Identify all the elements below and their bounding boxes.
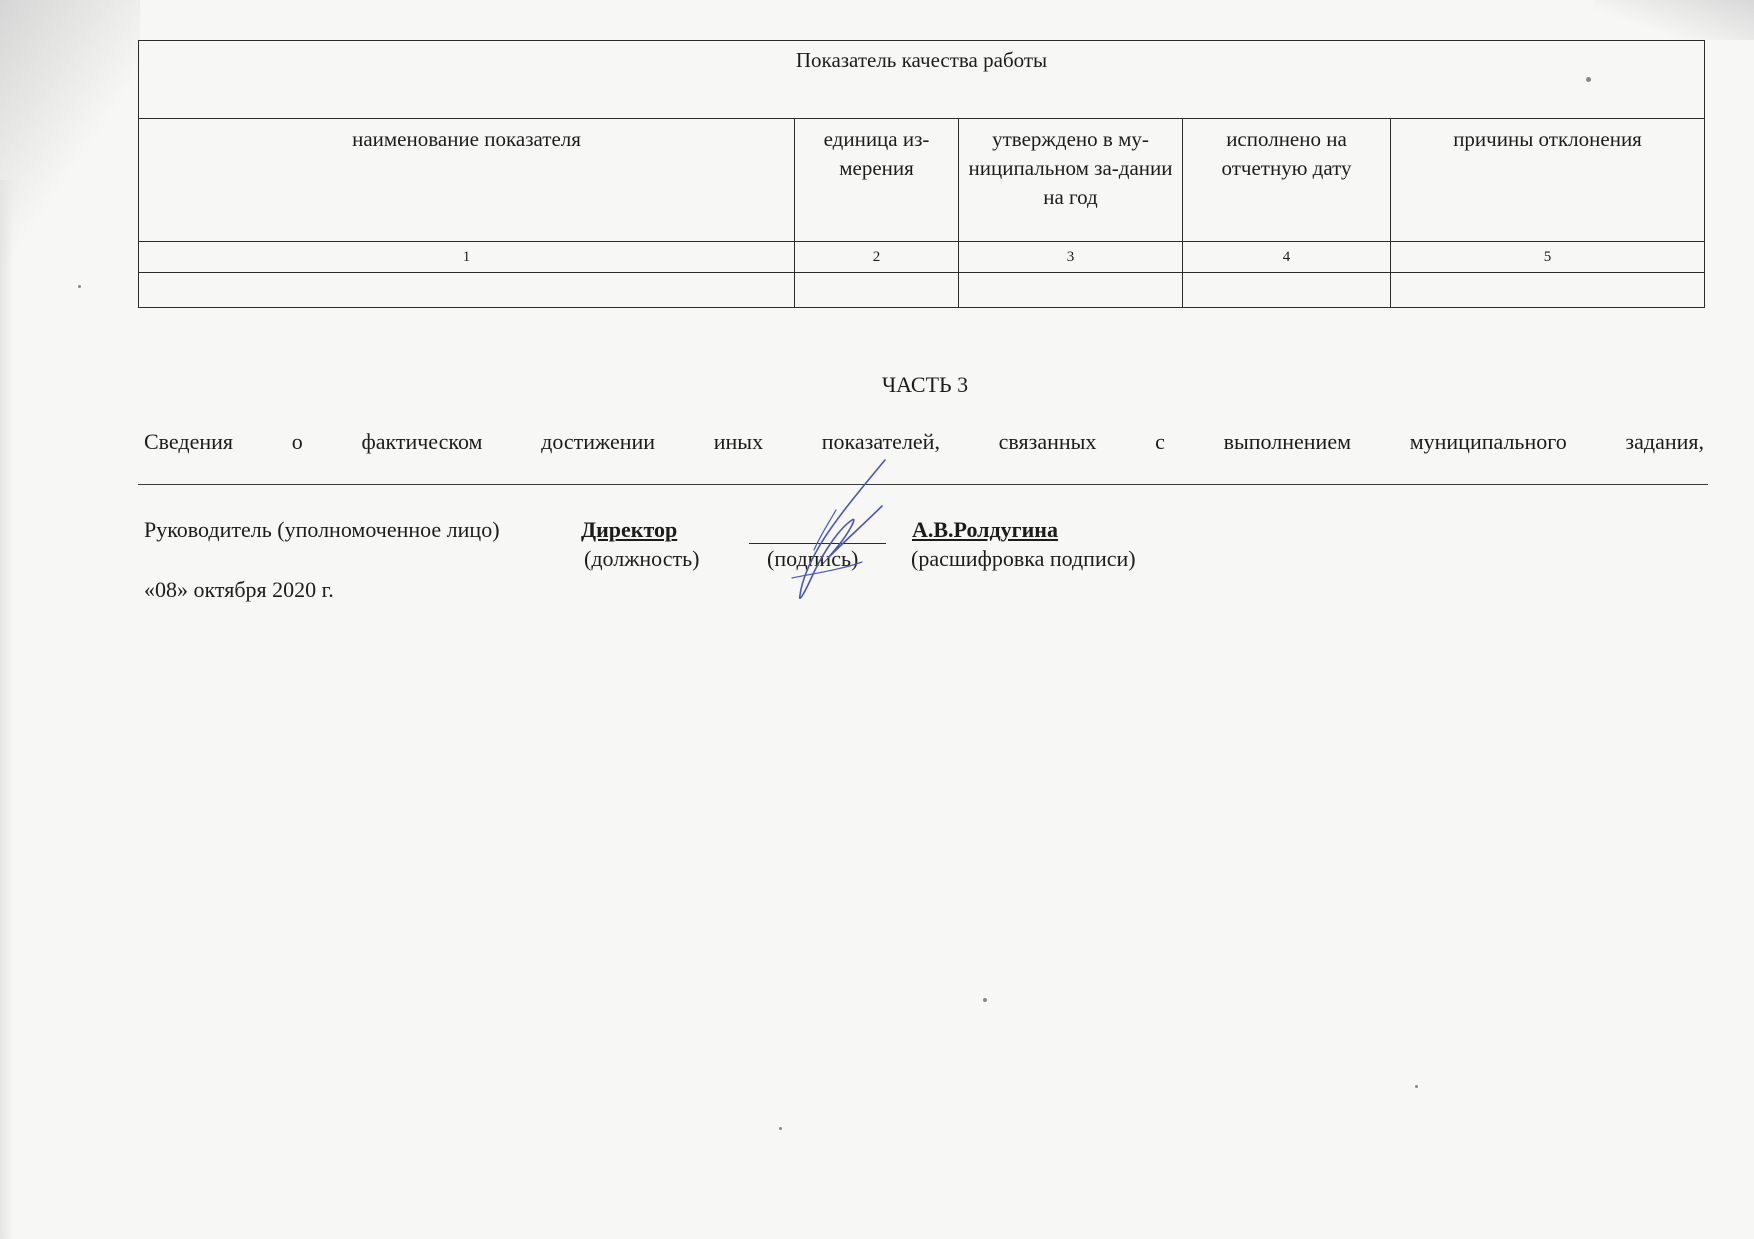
scan-edge bbox=[0, 180, 14, 1239]
signature-stroke bbox=[792, 562, 862, 578]
table-number-row bbox=[139, 242, 1705, 273]
scan-speck bbox=[983, 998, 987, 1002]
signature-date: «08» октября 2020 г. bbox=[144, 577, 334, 602]
caption-decode: (расшифровка подписи) bbox=[911, 546, 1136, 571]
signatory-name: А.В.Ролдугина bbox=[912, 517, 1058, 542]
table-cell bbox=[139, 273, 795, 308]
signature-stroke bbox=[814, 510, 836, 550]
header-unit: единица из-мерения bbox=[795, 119, 959, 242]
handwritten-signature bbox=[740, 450, 900, 610]
scan-corner-shade bbox=[1594, 0, 1754, 40]
header-executed: исполнено на отчетную дату bbox=[1183, 119, 1391, 242]
table-cell bbox=[1391, 273, 1705, 308]
column-number: 4 bbox=[1183, 242, 1391, 273]
table-title-row bbox=[139, 41, 1705, 119]
table-row bbox=[139, 273, 1705, 308]
scan-speck bbox=[779, 1127, 782, 1130]
header-indicator-name: наименование показателя bbox=[139, 119, 795, 242]
part-description: Сведения о фактическом достижении иных показателей, связанных с выполнением муниципального задания, bbox=[144, 429, 1704, 454]
scan-speck bbox=[78, 285, 81, 288]
caption-position: (должность) bbox=[584, 546, 700, 571]
header-approved: утверждено в му-ниципальном за-дании на год bbox=[959, 119, 1183, 242]
header-deviation-reasons: причины отклонения bbox=[1391, 119, 1705, 242]
fill-in-line bbox=[138, 484, 1708, 485]
signature-stroke bbox=[800, 460, 885, 598]
caption-signature: (подпись) bbox=[767, 546, 859, 571]
table-cell bbox=[1183, 273, 1391, 308]
signatory-position: Директор bbox=[581, 517, 678, 542]
table-cell bbox=[959, 273, 1183, 308]
scan-speck bbox=[1415, 1085, 1418, 1088]
table-header-row bbox=[139, 119, 1705, 242]
scan-speck bbox=[1586, 77, 1591, 82]
table-title: Показатель качества работы bbox=[139, 41, 1705, 119]
column-number: 3 bbox=[959, 242, 1183, 273]
column-number: 1 bbox=[139, 242, 795, 273]
column-number: 5 bbox=[1391, 242, 1705, 273]
signatory-label: Руководитель (уполномоченное лицо) bbox=[144, 517, 500, 542]
table-cell bbox=[795, 273, 959, 308]
column-number: 2 bbox=[795, 242, 959, 273]
part-title: ЧАСТЬ 3 bbox=[881, 372, 969, 397]
quality-indicator-table bbox=[138, 40, 1705, 308]
scan-shadow bbox=[0, 0, 140, 260]
